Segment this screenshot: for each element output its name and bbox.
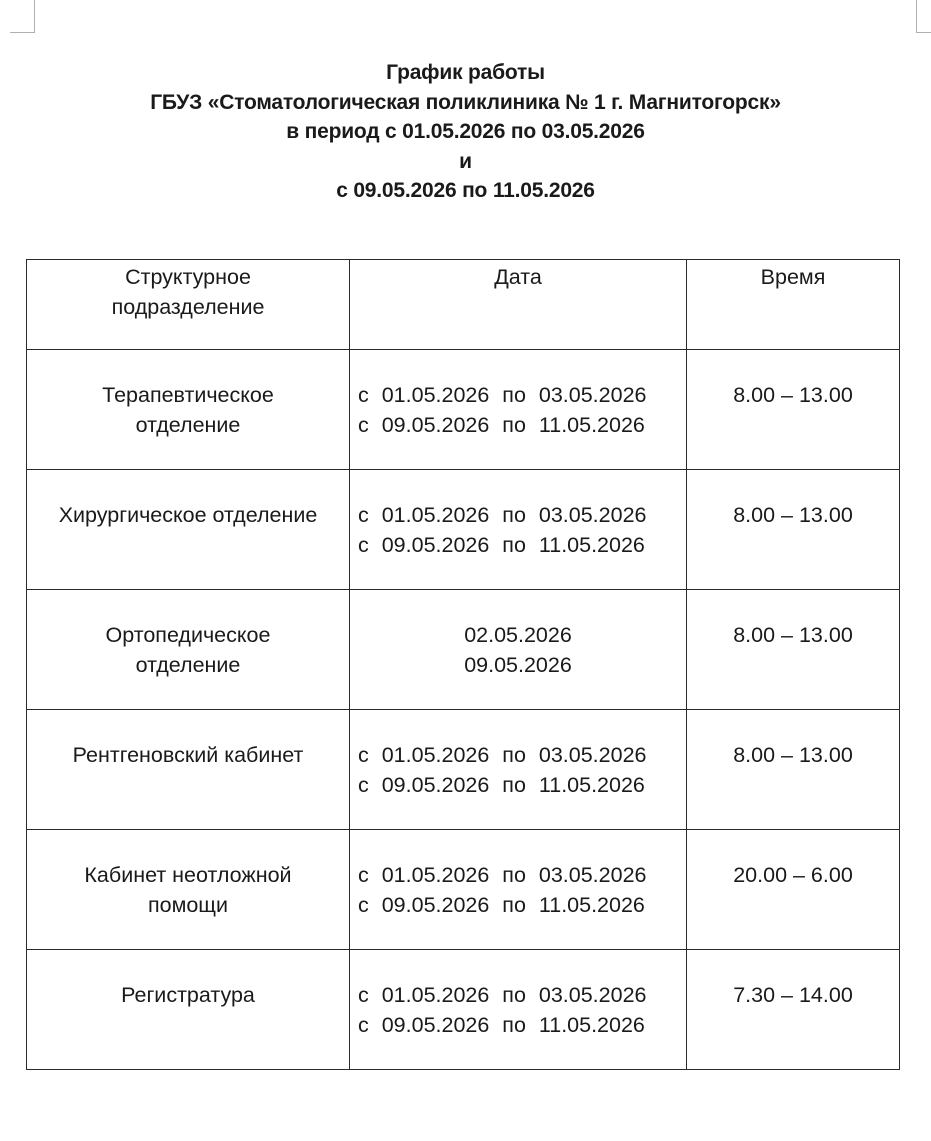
table-row [27, 710, 900, 830]
header-period-second: с 09.05.2026 по 11.05.2026 [336, 179, 595, 202]
date-range-second: с 09.05.2026 по 11.05.2026 [358, 533, 645, 557]
time-cell [687, 710, 900, 830]
date-range-first: с 01.05.2026 по 03.05.2026 [358, 983, 647, 1007]
column-header-time-label: Время [760, 265, 826, 289]
time-cell [687, 590, 900, 710]
date-range-second: с 09.05.2026 по 11.05.2026 [358, 773, 645, 797]
date-cell [350, 470, 687, 590]
department-cell [27, 710, 350, 830]
department-name-line1: Кабинет неотложной [84, 863, 292, 887]
department-cell [27, 950, 350, 1070]
date-single-second: 09.05.2026 [464, 653, 572, 677]
working-hours: 8.00 – 13.00 [733, 623, 853, 647]
date-cell [350, 590, 687, 710]
column-header-department [27, 260, 350, 350]
date-range-first: с 01.05.2026 по 03.05.2026 [358, 383, 647, 407]
department-name-line1: Хирургическое отделение [58, 503, 318, 527]
date-cell [350, 710, 687, 830]
time-cell [687, 350, 900, 470]
department-cell [27, 350, 350, 470]
time-cell [687, 950, 900, 1070]
working-hours: 20.00 – 6.00 [733, 863, 853, 887]
date-range-second: с 09.05.2026 по 11.05.2026 [358, 1013, 645, 1037]
table-row [27, 350, 900, 470]
department-name-line1: Рентгеновский кабинет [72, 743, 304, 767]
time-cell [687, 830, 900, 950]
department-cell [27, 590, 350, 710]
header-period-first: в период с 01.05.2026 по 03.05.2026 [286, 120, 645, 143]
page-corner-mark-left [10, 0, 35, 33]
working-hours: 8.00 – 13.00 [733, 383, 853, 407]
table-row [27, 470, 900, 590]
column-header-date-label: Дата [494, 265, 542, 289]
column-header-department-line1: Структурное [125, 265, 251, 289]
working-hours: 7.30 – 14.00 [733, 983, 853, 1007]
department-name-line1: Терапевтическое [102, 383, 274, 407]
department-name-line2: помощи [147, 893, 229, 917]
department-cell [27, 470, 350, 590]
table-row [27, 830, 900, 950]
time-cell [687, 470, 900, 590]
date-cell [350, 830, 687, 950]
page-corner-mark-right [916, 0, 931, 33]
department-cell [27, 830, 350, 950]
date-range-second: с 09.05.2026 по 11.05.2026 [358, 413, 645, 437]
column-header-date [350, 260, 687, 350]
table-header-row [27, 260, 900, 350]
table-row [27, 950, 900, 1070]
date-range-first: с 01.05.2026 по 03.05.2026 [358, 503, 647, 527]
date-range-first: с 01.05.2026 по 03.05.2026 [358, 863, 647, 887]
department-name-line1: Ортопедическое [105, 623, 271, 647]
date-range-second: с 09.05.2026 по 11.05.2026 [358, 893, 645, 917]
department-name-line1: Регистратура [121, 983, 255, 1007]
working-hours: 8.00 – 13.00 [733, 503, 853, 527]
column-header-department-line2: подразделение [111, 295, 265, 319]
document-header [0, 58, 931, 206]
header-organization: ГБУЗ «Стоматологическая поликлиника № 1 г. Магнитогорск» [150, 90, 781, 114]
date-cell [350, 350, 687, 470]
date-single-first: 02.05.2026 [464, 623, 572, 647]
column-header-time [687, 260, 900, 350]
table-row [27, 590, 900, 710]
header-title: График работы [386, 61, 545, 84]
department-name-line2: отделение [135, 413, 241, 437]
schedule-table [26, 259, 900, 1070]
working-hours: 8.00 – 13.00 [733, 743, 853, 767]
date-cell [350, 950, 687, 1070]
date-range-first: с 01.05.2026 по 03.05.2026 [358, 743, 647, 767]
department-name-line2: отделение [135, 653, 241, 677]
header-conjunction: и [459, 149, 472, 173]
